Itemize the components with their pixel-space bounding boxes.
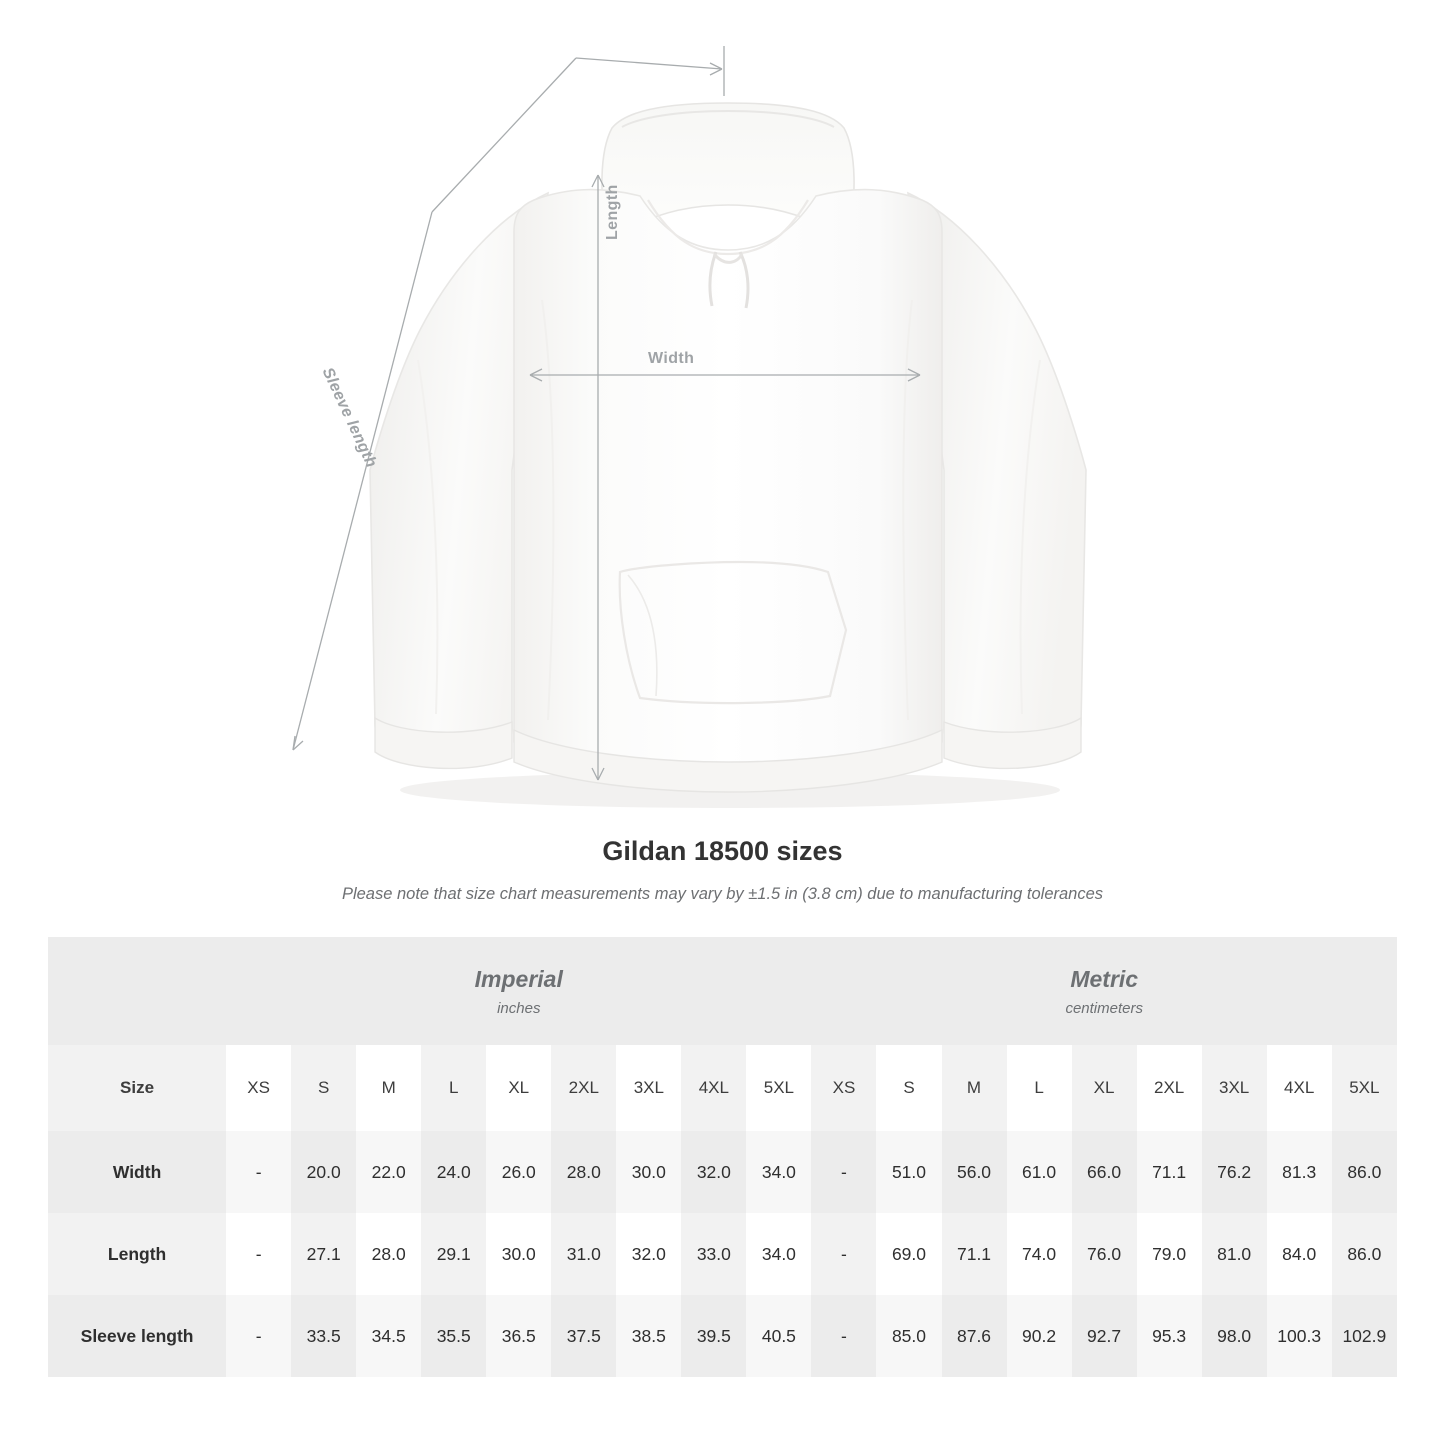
size-header-metric-m: M: [942, 1045, 1007, 1131]
unit-name-imperial: Imperial: [474, 965, 563, 992]
size-header-imperial-3xl: 3XL: [616, 1045, 681, 1131]
cell-width-metric-xs: -: [811, 1131, 876, 1213]
cell-sleeve-imperial-s: 33.5: [291, 1295, 356, 1377]
unit-sub-imperial: inches: [497, 999, 541, 1017]
hoodie-body: [514, 190, 942, 772]
cell-sleeve-imperial-4xl: 39.5: [681, 1295, 746, 1377]
cell-sleeve-metric-l: 90.2: [1007, 1295, 1072, 1377]
cell-width-imperial-xl: 26.0: [486, 1131, 551, 1213]
size-table-wrap: [48, 937, 1397, 1377]
cell-sleeve-metric-5xl: 102.9: [1332, 1295, 1397, 1377]
cell-length-imperial-4xl: 33.0: [681, 1213, 746, 1295]
cell-width-metric-5xl: 86.0: [1332, 1131, 1397, 1213]
cell-sleeve-metric-2xl: 95.3: [1137, 1295, 1202, 1377]
cell-width-imperial-m: 22.0: [356, 1131, 421, 1213]
table-row: [48, 1295, 1397, 1377]
cell-length-imperial-l: 29.1: [421, 1213, 486, 1295]
cell-length-imperial-3xl: 32.0: [616, 1213, 681, 1295]
unit-header-metric: [811, 937, 1397, 1045]
cell-length-imperial-s: 27.1: [291, 1213, 356, 1295]
cell-length-metric-5xl: 86.0: [1332, 1213, 1397, 1295]
cell-length-metric-m: 71.1: [942, 1213, 1007, 1295]
unit-header-row: [48, 937, 1397, 1045]
size-header-imperial-xs: XS: [226, 1045, 291, 1131]
cell-sleeve-metric-xl: 92.7: [1072, 1295, 1137, 1377]
size-header-imperial-4xl: 4XL: [681, 1045, 746, 1131]
cell-length-metric-s: 69.0: [876, 1213, 941, 1295]
cell-length-metric-xs: -: [811, 1213, 876, 1295]
cell-width-imperial-3xl: 30.0: [616, 1131, 681, 1213]
cell-sleeve-metric-4xl: 100.3: [1267, 1295, 1332, 1377]
dimension-label-sleeve-length: Sleeve length: [318, 365, 380, 471]
cell-sleeve-metric-m: 87.6: [942, 1295, 1007, 1377]
size-table: [48, 937, 1397, 1377]
size-header-label: Size: [48, 1045, 226, 1131]
size-header-metric-2xl: 2XL: [1137, 1045, 1202, 1131]
table-row: [48, 1213, 1397, 1295]
row-label-sleeve-length: Sleeve length: [48, 1295, 226, 1377]
cell-width-imperial-l: 24.0: [421, 1131, 486, 1213]
size-header-metric-xs: XS: [811, 1045, 876, 1131]
table-row: [48, 1131, 1397, 1213]
size-header-imperial-s: S: [291, 1045, 356, 1131]
cell-length-imperial-m: 28.0: [356, 1213, 421, 1295]
cell-width-metric-2xl: 71.1: [1137, 1131, 1202, 1213]
cell-sleeve-imperial-xl: 36.5: [486, 1295, 551, 1377]
size-header-imperial-m: M: [356, 1045, 421, 1131]
size-header-metric-s: S: [876, 1045, 941, 1131]
cell-sleeve-imperial-xs: -: [226, 1295, 291, 1377]
cell-length-imperial-xl: 30.0: [486, 1213, 551, 1295]
cell-width-metric-l: 61.0: [1007, 1131, 1072, 1213]
cell-sleeve-imperial-l: 35.5: [421, 1295, 486, 1377]
size-header-imperial-l: L: [421, 1045, 486, 1131]
size-header-imperial-xl: XL: [486, 1045, 551, 1131]
cell-length-metric-xl: 76.0: [1072, 1213, 1137, 1295]
cell-length-metric-l: 74.0: [1007, 1213, 1072, 1295]
cell-length-metric-3xl: 81.0: [1202, 1213, 1267, 1295]
cell-length-metric-2xl: 79.0: [1137, 1213, 1202, 1295]
dimension-label-length: Length: [604, 184, 621, 240]
cell-width-imperial-4xl: 32.0: [681, 1131, 746, 1213]
cell-sleeve-metric-3xl: 98.0: [1202, 1295, 1267, 1377]
size-header-metric-5xl: 5XL: [1332, 1045, 1397, 1131]
unit-header-blank: [48, 937, 226, 1045]
cell-length-metric-4xl: 84.0: [1267, 1213, 1332, 1295]
cell-width-imperial-s: 20.0: [291, 1131, 356, 1213]
row-label-length: Length: [48, 1213, 226, 1295]
unit-header-imperial: [226, 937, 811, 1045]
title-block: [0, 836, 1445, 904]
size-header-metric-xl: XL: [1072, 1045, 1137, 1131]
cell-sleeve-imperial-3xl: 38.5: [616, 1295, 681, 1377]
dimension-label-width: Width: [648, 350, 695, 367]
row-label-width: Width: [48, 1131, 226, 1213]
unit-sub-metric: centimeters: [1065, 999, 1143, 1017]
cell-sleeve-imperial-m: 34.5: [356, 1295, 421, 1377]
cell-length-imperial-xs: -: [226, 1213, 291, 1295]
size-header-imperial-5xl: 5XL: [746, 1045, 811, 1131]
size-header-metric-4xl: 4XL: [1267, 1045, 1332, 1131]
cell-width-metric-4xl: 81.3: [1267, 1131, 1332, 1213]
tolerance-note: Please note that size chart measurements may vary by ±1.5 in (3.8 cm) due to manufacturing tolerances: [341, 885, 1104, 903]
size-header-imperial-2xl: 2XL: [551, 1045, 616, 1131]
cell-sleeve-imperial-2xl: 37.5: [551, 1295, 616, 1377]
cell-width-metric-s: 51.0: [876, 1131, 941, 1213]
cell-sleeve-metric-xs: -: [811, 1295, 876, 1377]
cell-width-imperial-xs: -: [226, 1131, 291, 1213]
cell-sleeve-imperial-5xl: 40.5: [746, 1295, 811, 1377]
size-header-metric-3xl: 3XL: [1202, 1045, 1267, 1131]
size-header-metric-l: L: [1007, 1045, 1072, 1131]
page-title: Gildan 18500 sizes: [602, 836, 843, 866]
cell-length-imperial-2xl: 31.0: [551, 1213, 616, 1295]
size-header-row: [48, 1045, 1397, 1131]
cell-width-metric-m: 56.0: [942, 1131, 1007, 1213]
cell-sleeve-metric-s: 85.0: [876, 1295, 941, 1377]
cell-width-metric-3xl: 76.2: [1202, 1131, 1267, 1213]
cell-width-imperial-5xl: 34.0: [746, 1131, 811, 1213]
unit-name-metric: Metric: [1070, 965, 1139, 992]
cell-width-imperial-2xl: 28.0: [551, 1131, 616, 1213]
cell-length-imperial-5xl: 34.0: [746, 1213, 811, 1295]
cell-width-metric-xl: 66.0: [1072, 1131, 1137, 1213]
